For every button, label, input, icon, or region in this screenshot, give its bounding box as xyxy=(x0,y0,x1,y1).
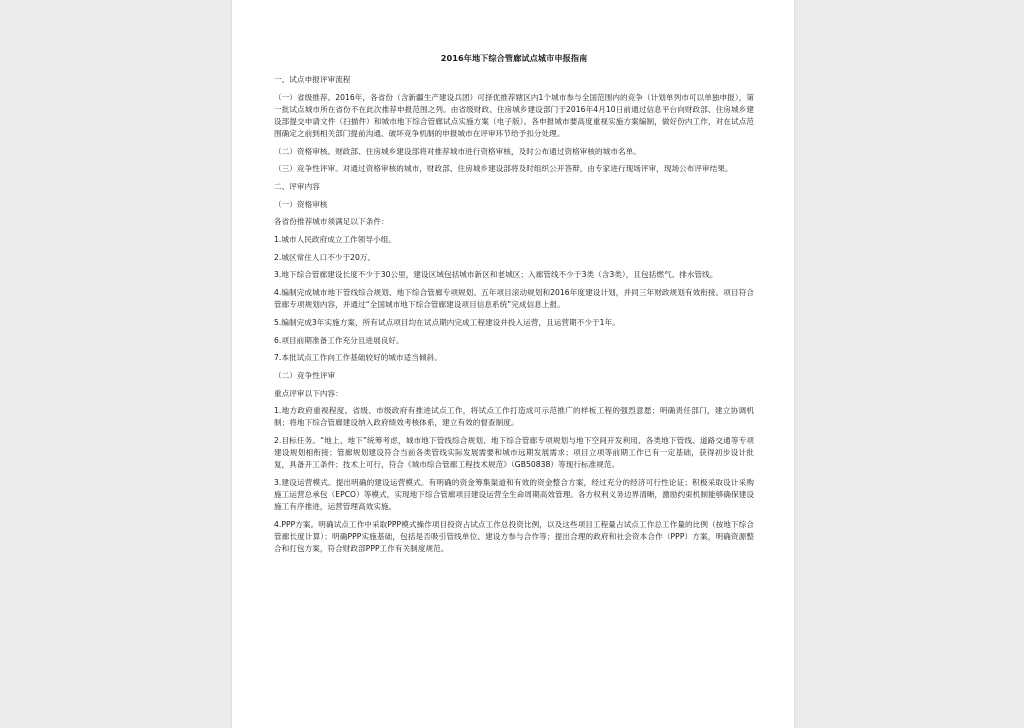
document-title: 2016年地下综合管廊试点城市申报指南 xyxy=(440,53,588,63)
list-item: 2.城区常住人口不少于20万。 xyxy=(274,252,376,262)
paragraph: 重点评审以下内容： xyxy=(274,388,343,398)
list-item: 4.编制完成城市地下管线综合规划、地下综合管廊专项规划、五年项目滚动规划和2016年度建设计划，并同三年财政规划有效衔接。项目符合管廊专项规划内容，并通过“全国城市地下综合管廊建设项目信息系统”完成信息上报。 xyxy=(274,288,754,310)
section-heading: 二、评审内容 xyxy=(274,182,320,192)
subsection-heading: （一）资格审核 xyxy=(274,199,328,209)
list-item: 6.项目前期准备工作充分且进展良好。 xyxy=(274,335,404,345)
subsection-heading: （二）竞争性评审 xyxy=(274,371,336,380)
list-item: 7.本批试点工作向工作基础较好的城市适当倾斜。 xyxy=(274,353,442,363)
document-page xyxy=(232,0,794,728)
list-item: 3.地下综合管廊建设长度不少于30公里，建设区域包括城市新区和老城区；入廊管线不少于3类（含3类），且包括燃气、排水管线。 xyxy=(274,270,718,280)
paragraph: （二）资格审核。财政部、住房城乡建设部将对推荐城市进行资格审核，及时公布通过资格审核的城市名单。 xyxy=(274,146,641,156)
list-item: 3.建设运营模式。提出明确的建设运营模式。有明确的资金筹集渠道和有效的资金整合方案，经过充分的经济可行性论证；积极采取设计采购施工运营总承包（EPCO）等模式，实现地下综合管廊项目建设运营全生命周期高效管理。各方权利义务边界清晰，激励约束机制能够确保建设施工有序推进，运营管理高效实施。 xyxy=(274,478,754,512)
list-item: 5.编制完成3年实施方案，所有试点项目均在试点期内完成工程建设并投入运营，且运营期不少于1年。 xyxy=(274,317,620,327)
paragraph: （一）省级推荐。2016年，各省份（含新疆生产建设兵团）可择优推荐辖区内1个城市参与全国范围内的竞争（计划单列市可以单独申报），第一批试点城市所在省份不在此次推荐申报范围之列。由省级财政、住房城乡建设部门于2016年4月10日前通过信息平台向财政部、住房城乡建设部提交申请文件（扫描件）和城市地下综合管廊试点实施方案（电子版）。各申报城市要高度重视实施方案编制，做好份内工作，对在试点范围确定之前到相关部门提前沟通、破坏竞争机制的申报城市在评审环节给予扣分处理。 xyxy=(274,92,754,138)
paragraph: （三）竞争性评审。对通过资格审核的城市，财政部、住房城乡建设部将及时组织公开答辩，由专家进行现场评审，现场公布评审结果。 xyxy=(274,164,733,174)
page-content xyxy=(274,52,754,561)
section-heading: 一、试点申报评审流程 xyxy=(274,75,351,84)
paragraph: 各省份推荐城市须满足以下条件： xyxy=(274,217,389,227)
list-item: 1.地方政府重视程度。省级、市级政府有推进试点工作，将试点工作打造成可示范推广的样板工程的强烈意愿；明确责任部门，建立协调机制；将地下综合管廊建设纳入政府绩效考核体系，建立有效的督查制度。 xyxy=(274,406,754,428)
list-item: 2.目标任务。“地上、地下”统筹考虑，城市地下管线综合规划、地下综合管廊专项规划与地下空间开发利用、各类地下管线、道路交通等专项建设规划相衔接；管廊规划建设符合当前各类管线实际发展需要和城市远期发展需求；项目立项等前期工作已有一定基础，获得初步设计批复，具备开工条件；技术上可行，符合《城市综合管廊工程技术规范》（GB50838）等现行标准规范。 xyxy=(274,436,754,470)
list-item: 1.城市人民政府成立工作领导小组。 xyxy=(274,235,396,245)
list-item: 4.PPP方案。明确试点工作中采取PPP模式操作项目投资占试点工作总投资比例，以及这些项目工程量占试点工作总工作量的比例（按地下综合管廊长度计算）；明确PPP实施基础，包括是否吸引管线单位、建设方参与合作等；提出合理的政府和社会资本合作（PPP）方案，明确资源整合和打包方案，符合财政部PPP工作有关制度规范。 xyxy=(274,519,754,554)
